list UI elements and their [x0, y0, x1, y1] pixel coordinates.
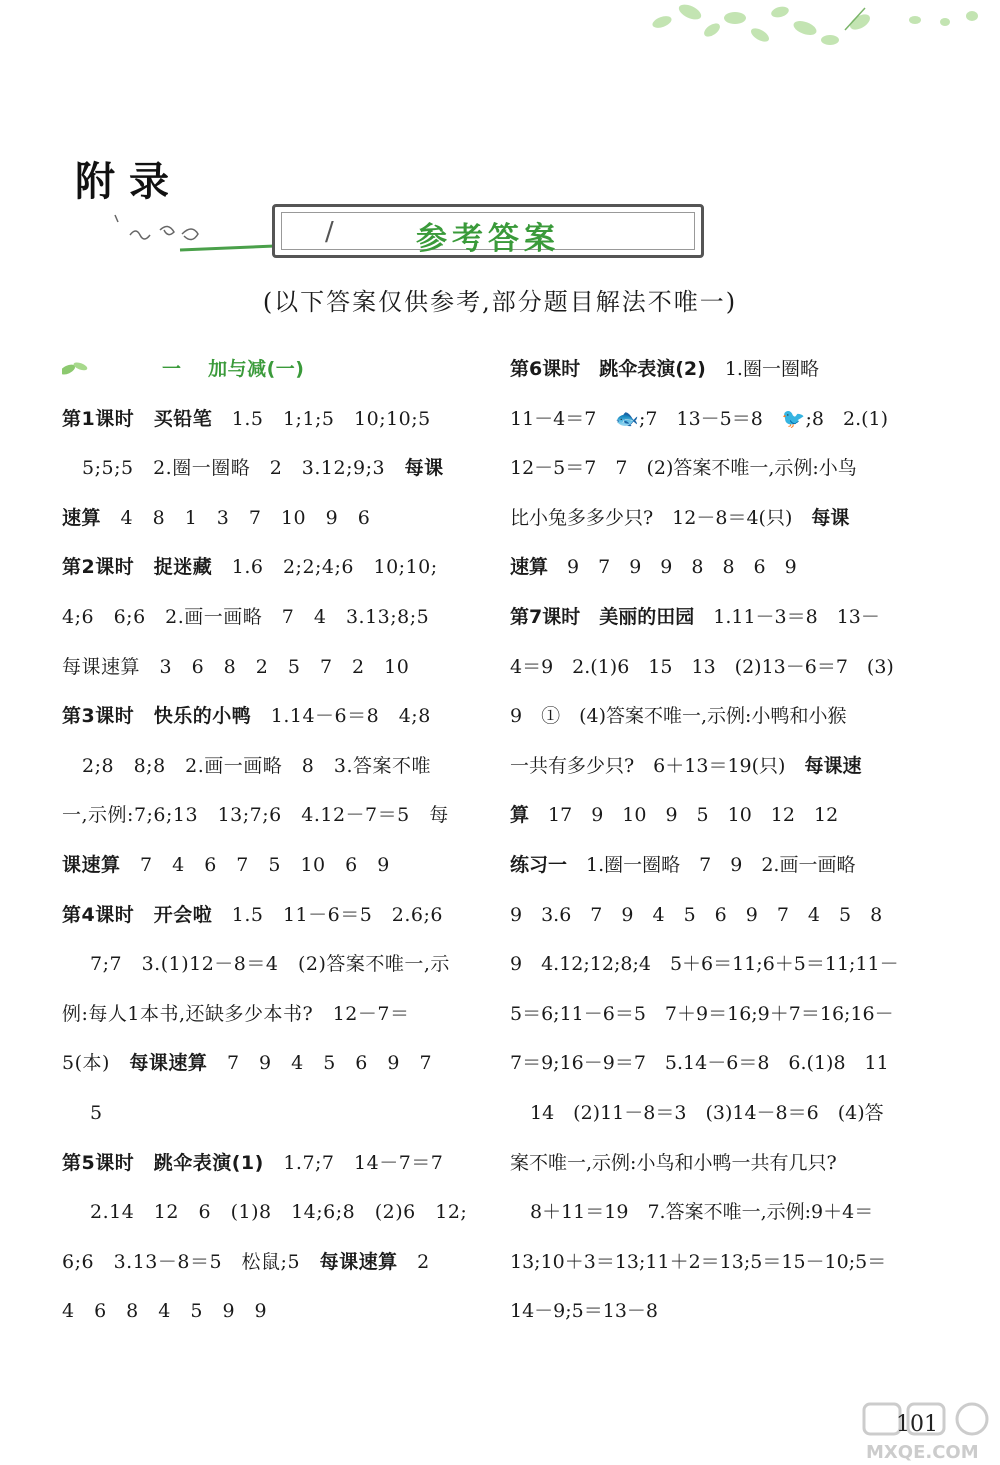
- answer-line: 9 ① (4)答案不唯一,示例:小鸭和小猴: [510, 705, 847, 728]
- answer-line: 9 4.12;12;8;4 5＋6＝11;6＋5＝11;11－: [510, 953, 899, 976]
- unit-heading: [62, 345, 470, 395]
- leaf-decoration: [0, 0, 1000, 60]
- answer-line: 5;5;5 2.圈一圈略 2 3.12;9;3 每课: [82, 457, 444, 480]
- answer-line: 8＋11＝19 7.答案不唯一,示例:9＋4＝: [530, 1201, 874, 1224]
- answer-banner: [272, 204, 704, 258]
- answer-line: 6;6 3.13－8＝5 松鼠;5 每课速算 2: [62, 1250, 430, 1273]
- answer-line: 7;7 3.(1)12－8＝4 (2)答案不唯一,示: [90, 953, 450, 976]
- answer-line: 速算 4 8 1 3 7 10 9 6: [62, 506, 371, 529]
- answer-line: 第5课时 跳伞表演(1) 1.7;7 14－7＝7: [62, 1151, 444, 1174]
- answer-line: 第6课时 跳伞表演(2) 1.圈一圈略: [510, 358, 819, 380]
- right-column: [510, 345, 915, 1337]
- unit-heading-text: 一 加与减(一): [162, 358, 305, 380]
- answer-line: 2;8 8;8 2.画一画略 8 3.答案不唯: [82, 754, 432, 777]
- scribble-doodle: [110, 210, 290, 265]
- appendix-title: 附录: [75, 159, 183, 205]
- answer-line: 7＝9;16－9＝7 5.14－6＝8 6.(1)8 11: [510, 1052, 889, 1075]
- answer-line: 5＝6;11－6＝5 7＋9＝16;9＋7＝16;16－: [510, 1002, 894, 1025]
- answer-line: 一共有多少只? 6＋13＝19(只) 每课速: [510, 754, 862, 777]
- left-column: [62, 345, 470, 1337]
- answer-line: 比小兔多多少只? 12－8＝4(只) 每课: [510, 506, 850, 529]
- answer-line: 练习一 1.圈一圈略 7 9 2.画一画略: [510, 853, 856, 876]
- answer-note: (以下答案仅供参考,部分题目解法不唯一): [262, 288, 738, 316]
- answer-line: 13;10＋3＝13;11＋2＝13;5＝15－10;5＝: [510, 1250, 887, 1273]
- answer-line: 14－9;5＝13－8: [510, 1300, 659, 1323]
- answer-line: 案不唯一,示例:小鸟和小鸭一共有几只?: [510, 1151, 837, 1174]
- answer-line: 14 (2)11－8＝3 (3)14－8＝6 (4)答: [530, 1101, 884, 1124]
- answer-line: 课速算 7 4 6 7 5 10 6 9: [62, 853, 390, 876]
- answer-line: 11－4＝7 🐟;7 13－5＝8 🐦;8 2.(1): [510, 407, 889, 430]
- banner-slash-mark: /: [325, 217, 334, 247]
- banner-title: 参考答案: [416, 221, 560, 257]
- answer-line: 第1课时 买铅笔 1.5 1;1;5 10;10;5: [62, 407, 431, 430]
- answer-line: 12－5＝7 7 (2)答案不唯一,示例:小鸟: [510, 457, 857, 480]
- answer-line: 一,示例:7;6;13 13;7;6 4.12－7＝5 每: [62, 804, 449, 827]
- answer-line: 算 17 9 10 9 5 10 12 12: [510, 804, 839, 827]
- leaf-icon: [62, 355, 98, 381]
- page-number: 101: [896, 1412, 938, 1437]
- answer-line: 4＝9 2.(1)6 15 13 (2)13－6＝7 (3): [510, 655, 894, 678]
- answer-line: 例:每人1本书,还缺多少本书? 12－7＝: [62, 1002, 410, 1025]
- answer-line: 9 3.6 7 9 4 5 6 9 7 4 5 8: [510, 903, 883, 926]
- answer-line: 4 6 8 4 5 9 9: [62, 1300, 268, 1323]
- answer-line: 第3课时 快乐的小鸭 1.14－6＝8 4;8: [62, 705, 431, 728]
- answer-line: 每课速算 3 6 8 2 5 7 2 10: [62, 655, 410, 678]
- answer-line: 速算 9 7 9 9 8 8 6 9: [510, 556, 797, 579]
- answer-line: 第2课时 捉迷藏 1.6 2;2;4;6 10;10;: [62, 556, 438, 579]
- svg-text:MXQE.COM: MXQE.COM: [866, 1442, 979, 1463]
- answer-line: 4;6 6;6 2.画一画略 7 4 3.13;8;5: [62, 605, 430, 628]
- answer-line: 2.14 12 6 (1)8 14;6;8 (2)6 12;: [90, 1201, 468, 1224]
- answer-line: 第4课时 开会啦 1.5 11－6＝5 2.6;6: [62, 903, 444, 926]
- answer-line: 5: [90, 1101, 103, 1124]
- answer-line: 5(本) 每课速算 7 9 4 5 6 9 7: [62, 1052, 433, 1075]
- answer-line: 第7课时 美丽的田园 1.11－3＝8 13－: [510, 605, 880, 628]
